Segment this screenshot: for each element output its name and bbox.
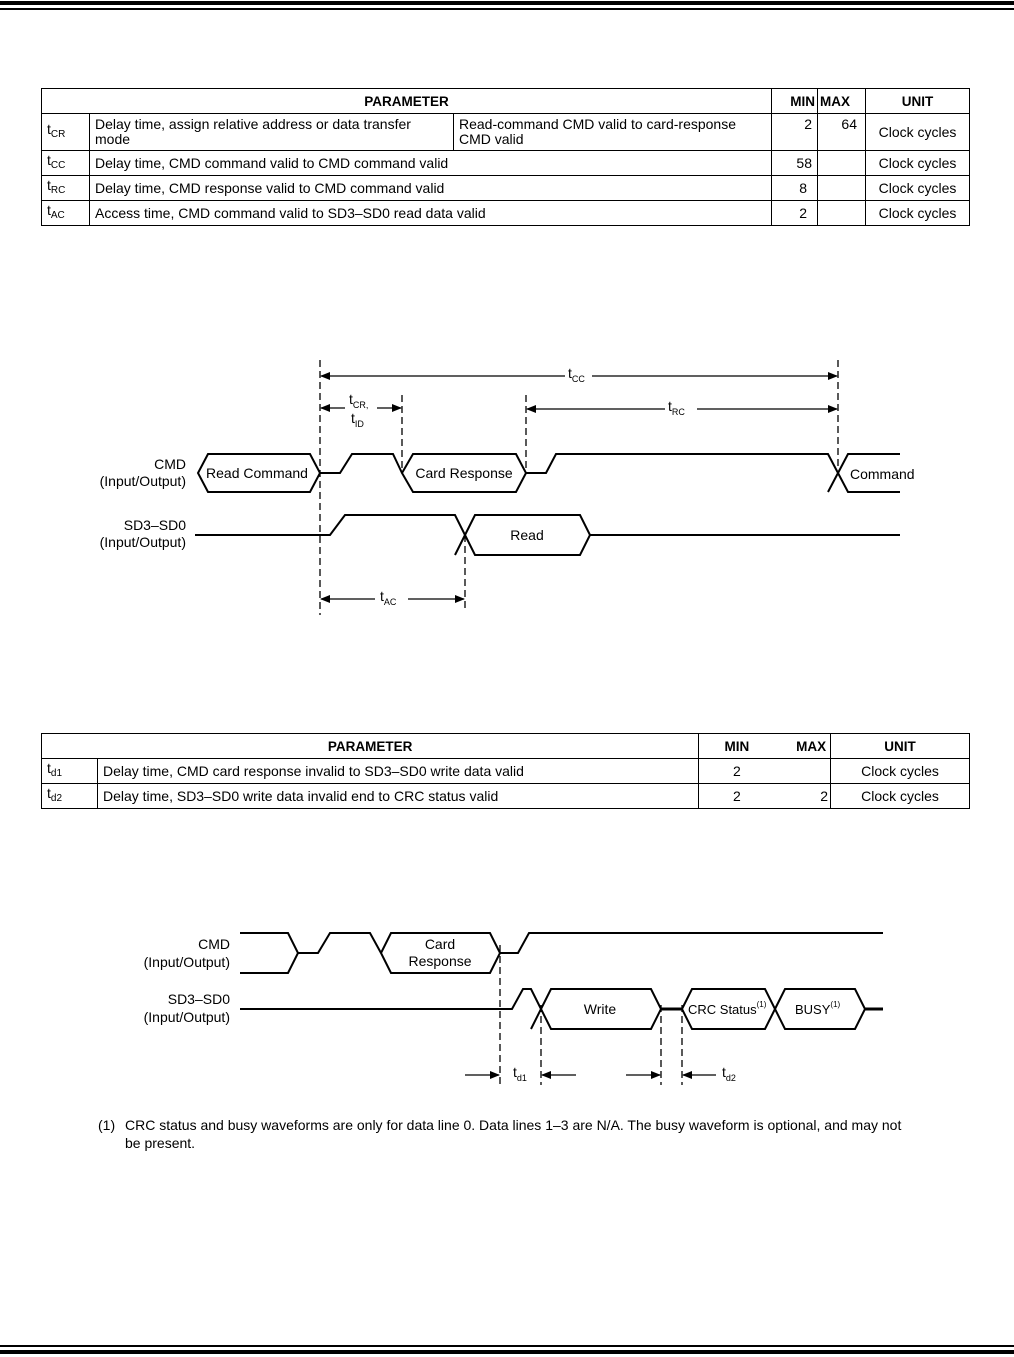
param-condition: Read-command CMD valid to card-response CMD valid [454, 114, 772, 151]
sd-signal-label: SD3–SD0 [167, 991, 230, 1007]
param-description: Delay time, CMD response valid to CMD command valid [90, 176, 772, 201]
write-label: Write [583, 1001, 617, 1017]
read-command-label: Read Command [206, 465, 308, 481]
param-symbol: $t_{d2}$ [42, 784, 98, 809]
busy-label: BUSY$^{(1)}$ [795, 1000, 841, 1017]
param-min: 2 [772, 201, 818, 226]
param-min: 2 [699, 759, 775, 784]
param-description: Delay time, SD3–SD0 write data invalid end to CRC status valid [97, 784, 698, 809]
param-symbol: $t_{AC}$ [42, 201, 90, 226]
param-min: 2 [772, 114, 818, 151]
param-unit: Clock cycles [866, 114, 970, 151]
header-max: MAX [818, 89, 866, 114]
param-symbol: $t_{RC}$ [42, 176, 90, 201]
param-unit: Clock cycles [866, 176, 970, 201]
sd-io-label: (Input/Output) [99, 534, 186, 550]
param-unit: Clock cycles [866, 201, 970, 226]
response-label: Response [408, 953, 472, 969]
param-unit: Clock cycles [831, 759, 970, 784]
bottom-rule-thick [0, 1350, 1014, 1354]
td1-label: $t_{d1}$ [513, 1064, 527, 1083]
crc-status-label: CRC Status$^{(1)}$ [688, 1000, 767, 1017]
param-min: 8 [772, 176, 818, 201]
tcr-label: $t_{CR,}$ [349, 391, 369, 410]
param-description: Delay time, CMD card response invalid to SD3–SD0 write data valid [97, 759, 698, 784]
sd-waveform [240, 989, 541, 1029]
param-max: 64 [818, 114, 866, 151]
param-symbol: $t_{d1}$ [42, 759, 98, 784]
header-min: MIN [772, 89, 818, 114]
read-label: Read [510, 527, 544, 543]
header-max: MAX [775, 734, 831, 759]
command-label: Command [850, 466, 915, 482]
cmd-waveform [500, 933, 883, 953]
param-symbol: $t_{CR}$ [42, 114, 90, 151]
param-description: Access time, CMD command valid to SD3–SD0 read data valid [90, 201, 772, 226]
param-min: 2 [699, 784, 775, 809]
cmd-io-label: (Input/Output) [143, 954, 230, 970]
td2-label: $t_{d2}$ [722, 1064, 736, 1083]
tac-label: $t_{AC}$ [380, 588, 397, 607]
param-unit: Clock cycles [831, 784, 970, 809]
param-max: 2 [775, 784, 831, 809]
tcc-label: $t_{CC}$ [568, 365, 585, 384]
header-unit: UNIT [831, 734, 970, 759]
header-min: MIN [699, 734, 775, 759]
sd-io-label: (Input/Output) [143, 1009, 230, 1025]
param-description: Delay time, assign relative address or data transfer mode [90, 114, 454, 151]
sd-signal-label: SD3–SD0 [123, 517, 186, 533]
header-parameter: PARAMETER [42, 734, 699, 759]
cmd-signal-label: CMD [154, 456, 186, 472]
tid-label: $t_{ID}$ [351, 410, 364, 429]
cmd-io-label: (Input/Output) [99, 473, 186, 489]
param-min: 58 [772, 151, 818, 176]
param-symbol: $t_{CC}$ [42, 151, 90, 176]
header-unit: UNIT [866, 89, 970, 114]
cmd-bus-start [240, 933, 298, 973]
header-parameter: PARAMETER [42, 89, 772, 114]
footnote-text: CRC status and busy waveforms are only for data line 0. Data lines 1–3 are N/A. The busy waveform is optional, and may not be present. [125, 1117, 902, 1151]
footnote [98, 1116, 918, 1152]
card-label: Card [424, 936, 456, 952]
param-unit: Clock cycles [866, 151, 970, 176]
bottom-rule-thin [0, 1345, 1014, 1347]
card-response-label: Card Response [415, 465, 513, 481]
cmd-signal-label: CMD [198, 936, 230, 952]
param-description: Delay time, CMD command valid to CMD command valid [90, 151, 772, 176]
cmd-waveform [298, 933, 381, 953]
footnote-mark: (1) [98, 1117, 116, 1133]
trc-label: $t_{RC}$ [668, 398, 685, 417]
